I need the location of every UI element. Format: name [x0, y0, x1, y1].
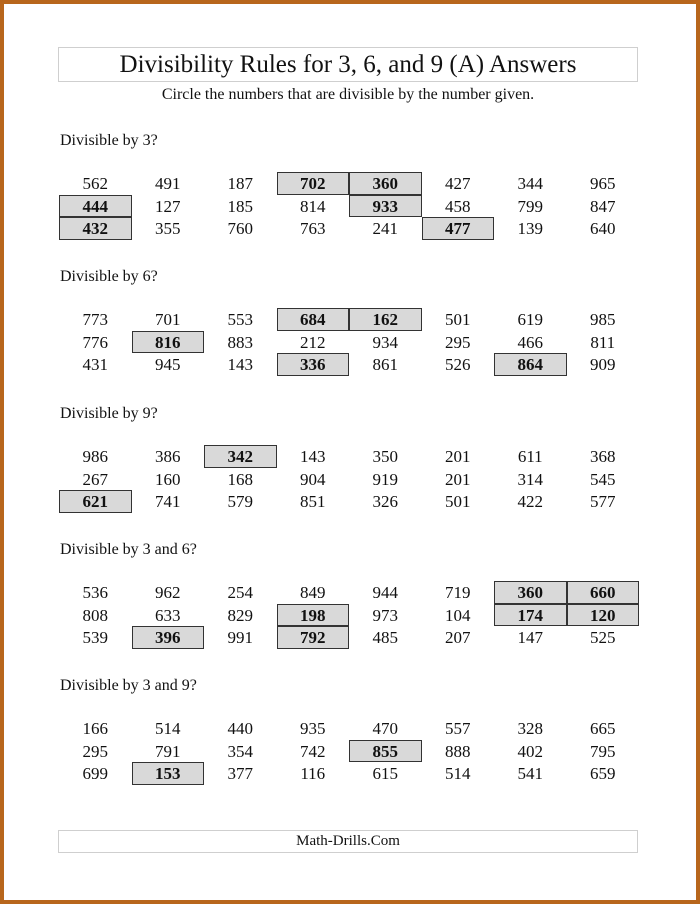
number-cell: 776	[82, 332, 108, 352]
number-cell: 139	[517, 219, 543, 239]
number-cell: 799	[517, 196, 543, 216]
number-cell: 699	[82, 764, 108, 784]
number-cell: 526	[445, 355, 471, 375]
number-cell: 888	[445, 741, 471, 761]
number-cell: 166	[82, 719, 108, 738]
circled-number: 660	[567, 581, 640, 604]
number-cell: 763	[300, 219, 326, 239]
number-cell: 991	[227, 628, 253, 648]
number-cell: 539	[82, 628, 108, 648]
circled-number: 444	[59, 195, 132, 218]
number-cell: 116	[300, 764, 326, 784]
circled-number: 153	[132, 762, 205, 785]
number-cell: 935	[300, 719, 326, 738]
number-cell: 295	[82, 741, 108, 761]
number-cell: 986	[82, 447, 108, 466]
number-cell: 985	[590, 310, 616, 329]
number-cell: 525	[590, 628, 616, 648]
worksheet-instructions: Circle the numbers that are divisible by the number given.	[161, 86, 535, 103]
number-cell: 501	[445, 310, 471, 329]
number-cell: 422	[517, 492, 543, 512]
number-cell: 491	[155, 174, 181, 193]
number-cell: 962	[155, 583, 181, 602]
number-cell: 814	[300, 196, 326, 216]
circled-number: 432	[59, 217, 132, 240]
number-cell: 212	[300, 332, 326, 352]
number-cell: 201	[445, 469, 471, 489]
number-cell: 640	[590, 219, 616, 239]
number-cell: 185	[227, 196, 253, 216]
number-cell: 553	[227, 310, 253, 329]
circled-number: 198	[277, 604, 350, 627]
number-cell: 965	[590, 174, 616, 193]
number-cell: 143	[227, 355, 253, 375]
number-cell: 254	[227, 583, 253, 602]
section-heading: Divisible by 3 and 6?	[60, 541, 197, 558]
number-cell: 633	[155, 605, 181, 625]
number-cell: 207	[445, 628, 471, 648]
section-heading: Divisible by 6?	[60, 268, 158, 285]
number-cell: 904	[300, 469, 326, 489]
circled-number: 162	[349, 308, 422, 331]
circled-number: 342	[204, 445, 277, 468]
number-cell: 829	[227, 605, 253, 625]
number-cell: 267	[82, 469, 108, 489]
section-heading: Divisible by 3?	[60, 132, 158, 149]
number-cell: 326	[372, 492, 398, 512]
number-cell: 201	[445, 447, 471, 466]
number-cell: 168	[227, 469, 253, 489]
number-cell: 659	[590, 764, 616, 784]
circled-number: 684	[277, 308, 350, 331]
number-cell: 562	[82, 174, 108, 193]
number-grid	[59, 172, 639, 240]
number-cell: 861	[372, 355, 398, 375]
circled-number: 855	[349, 740, 422, 763]
number-cell: 934	[372, 332, 398, 352]
worksheet-title: Divisibility Rules for 3, 6, and 9 (A) Answers	[58, 47, 638, 82]
number-cell: 773	[82, 310, 108, 329]
number-cell: 241	[372, 219, 398, 239]
number-cell: 719	[445, 583, 471, 602]
footer-credit: Math-Drills.Com	[58, 830, 638, 853]
number-cell: 741	[155, 492, 181, 512]
number-cell: 541	[517, 764, 543, 784]
number-cell: 945	[155, 355, 181, 375]
circled-number: 702	[277, 172, 350, 195]
circled-number: 864	[494, 353, 567, 376]
number-cell: 485	[372, 628, 398, 648]
number-grid	[59, 445, 639, 513]
number-cell: 808	[82, 605, 108, 625]
number-cell: 386	[155, 447, 181, 466]
circled-number: 933	[349, 195, 422, 218]
number-cell: 742	[300, 741, 326, 761]
number-cell: 611	[517, 447, 543, 466]
number-cell: 847	[590, 196, 616, 216]
number-cell: 557	[445, 719, 471, 738]
circled-number: 120	[567, 604, 640, 627]
number-cell: 354	[227, 741, 253, 761]
number-cell: 883	[227, 332, 253, 352]
circled-number: 816	[132, 331, 205, 354]
circled-number: 360	[494, 581, 567, 604]
number-cell: 514	[445, 764, 471, 784]
number-cell: 665	[590, 719, 616, 738]
number-cell: 187	[227, 174, 253, 193]
number-cell: 501	[445, 492, 471, 512]
number-cell: 458	[445, 196, 471, 216]
number-cell: 427	[445, 174, 471, 193]
number-cell: 536	[82, 583, 108, 602]
number-cell: 314	[517, 469, 543, 489]
circled-number: 396	[132, 626, 205, 649]
number-cell: 919	[372, 469, 398, 489]
number-cell: 811	[590, 332, 616, 352]
circled-number: 621	[59, 490, 132, 513]
number-cell: 143	[300, 447, 326, 466]
number-cell: 402	[517, 741, 543, 761]
number-cell: 377	[227, 764, 253, 784]
number-cell: 440	[227, 719, 253, 738]
number-cell: 147	[517, 628, 543, 648]
number-cell: 851	[300, 492, 326, 512]
circled-number: 174	[494, 604, 567, 627]
worksheet-page	[4, 4, 696, 900]
number-cell: 579	[227, 492, 253, 512]
number-cell: 328	[517, 719, 543, 738]
number-cell: 615	[372, 764, 398, 784]
number-cell: 701	[155, 310, 181, 329]
number-cell: 791	[155, 741, 181, 761]
number-cell: 350	[372, 447, 398, 466]
circled-number: 792	[277, 626, 350, 649]
circled-number: 336	[277, 353, 350, 376]
number-cell: 973	[372, 605, 398, 625]
number-cell: 466	[517, 332, 543, 352]
number-cell: 295	[445, 332, 471, 352]
section-heading: Divisible by 9?	[60, 405, 158, 422]
number-cell: 431	[82, 355, 108, 375]
circled-number: 477	[422, 217, 495, 240]
number-cell: 355	[155, 219, 181, 239]
number-cell: 577	[590, 492, 616, 512]
section-heading: Divisible by 3 and 9?	[60, 677, 197, 694]
number-cell: 344	[517, 174, 543, 193]
number-cell: 514	[155, 719, 181, 738]
number-grid	[59, 308, 639, 376]
number-cell: 944	[372, 583, 398, 602]
number-cell: 619	[517, 310, 543, 329]
number-cell: 760	[227, 219, 253, 239]
number-grid	[59, 717, 639, 785]
number-grid	[59, 581, 639, 649]
number-cell: 470	[372, 719, 398, 738]
number-cell: 127	[155, 196, 181, 216]
number-cell: 909	[590, 355, 616, 375]
number-cell: 368	[590, 447, 616, 466]
number-cell: 545	[590, 469, 616, 489]
number-cell: 160	[155, 469, 181, 489]
number-cell: 795	[590, 741, 616, 761]
number-cell: 104	[445, 605, 471, 625]
circled-number: 360	[349, 172, 422, 195]
number-cell: 849	[300, 583, 326, 602]
